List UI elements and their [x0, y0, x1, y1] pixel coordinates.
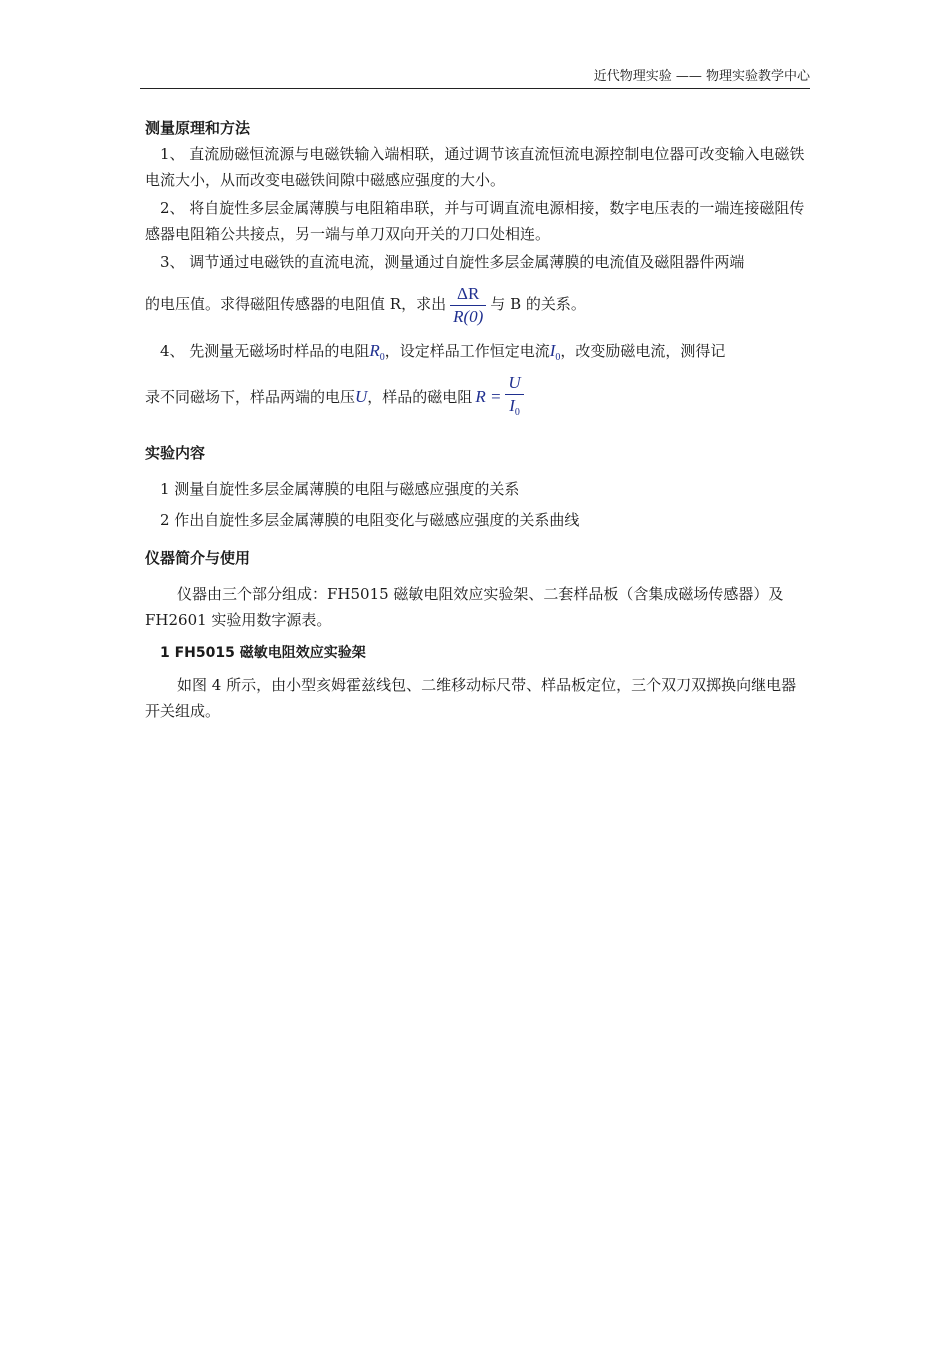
fraction-numerator: U	[505, 372, 523, 395]
paragraph-3-text-a: 的电压值。求得磁阻传感器的电阻值 R，求出	[145, 295, 447, 313]
paragraph-3-line2	[145, 280, 810, 328]
paragraph-4-text-e: ，样品的磁电阻	[367, 388, 473, 406]
paragraph-instrument: 仪器由三个部分组成：FH5015 磁敏电阻效应实验架、二套样品板（含集成磁场传感器）及 FH2601 实验用数字源表。	[145, 585, 784, 629]
fraction-u-over-i0	[505, 372, 523, 424]
symbol-u: U	[355, 387, 368, 406]
paragraph-2: 2、 将自旋性多层金属薄膜与电阻箱串联，并与可调直流电源相接，数字电压表的一端连接磁阻传感器电阻箱公共接点，另一端与单刀双向开关的刀口处相连。	[145, 199, 805, 243]
list-item: 1 测量自旋性多层金属薄膜的电阻与磁感应强度的关系	[160, 480, 520, 498]
subscript-0: 0	[555, 352, 561, 363]
symbol-r0	[369, 341, 385, 363]
paragraph-4-text-d: 录不同磁场下，样品两端的电压	[145, 388, 356, 406]
paragraph-4-text-a: 4、 先测量无磁场时样品的电阻	[160, 342, 370, 360]
paragraph-3-text-b: 与 B 的关系。	[490, 295, 586, 313]
list-item: 2 作出自旋性多层金属薄膜的电阻变化与磁感应强度的关系曲线	[160, 511, 580, 529]
subscript-0: 0	[514, 407, 520, 418]
subsection-heading: 1 FH5015 磁敏电阻效应实验架	[160, 645, 366, 661]
symbol-i: I	[549, 341, 556, 360]
running-header: 近代物理实验 —— 物理实验教学中心	[140, 66, 810, 89]
equation-lhs: R =	[475, 387, 502, 406]
paragraph-4-text-b: ，设定样品工作恒定电流	[384, 342, 550, 360]
paragraph-figure4: 如图 4 所示，由小型亥姆霍兹线包、二维移动标尺带、样品板定位，三个双刀双掷换向继电器开关组成。	[145, 676, 797, 720]
subscript-0: 0	[379, 352, 385, 363]
section-heading-content: 实验内容	[145, 444, 206, 462]
fraction-denominator: R(0)	[453, 306, 484, 326]
paragraph-4-line1	[145, 337, 810, 372]
fraction-delta-r	[450, 283, 486, 328]
section-heading-principle: 测量原理和方法	[145, 119, 251, 137]
fraction-numerator: ΔR	[450, 283, 486, 306]
section-heading-instrument: 仪器简介与使用	[145, 549, 251, 567]
symbol-i0	[549, 341, 561, 363]
paragraph-4-line2	[145, 372, 810, 424]
fraction-denominator	[505, 395, 523, 424]
paragraph-3-line1: 3、 调节通过电磁铁的直流电流，测量通过自旋性多层金属薄膜的电流值及磁阻器件两端	[160, 253, 745, 271]
symbol-i: I	[509, 396, 515, 415]
paragraph-4-text-c: ，改变励磁电流，测得记	[560, 342, 726, 360]
symbol-r: R	[369, 341, 380, 360]
paragraph-1: 1、 直流励磁恒流源与电磁铁输入端相联，通过调节该直流恒流电源控制电位器可改变输入电磁铁电流大小，从而改变电磁铁间隙中磁感应强度的大小。	[145, 145, 805, 189]
